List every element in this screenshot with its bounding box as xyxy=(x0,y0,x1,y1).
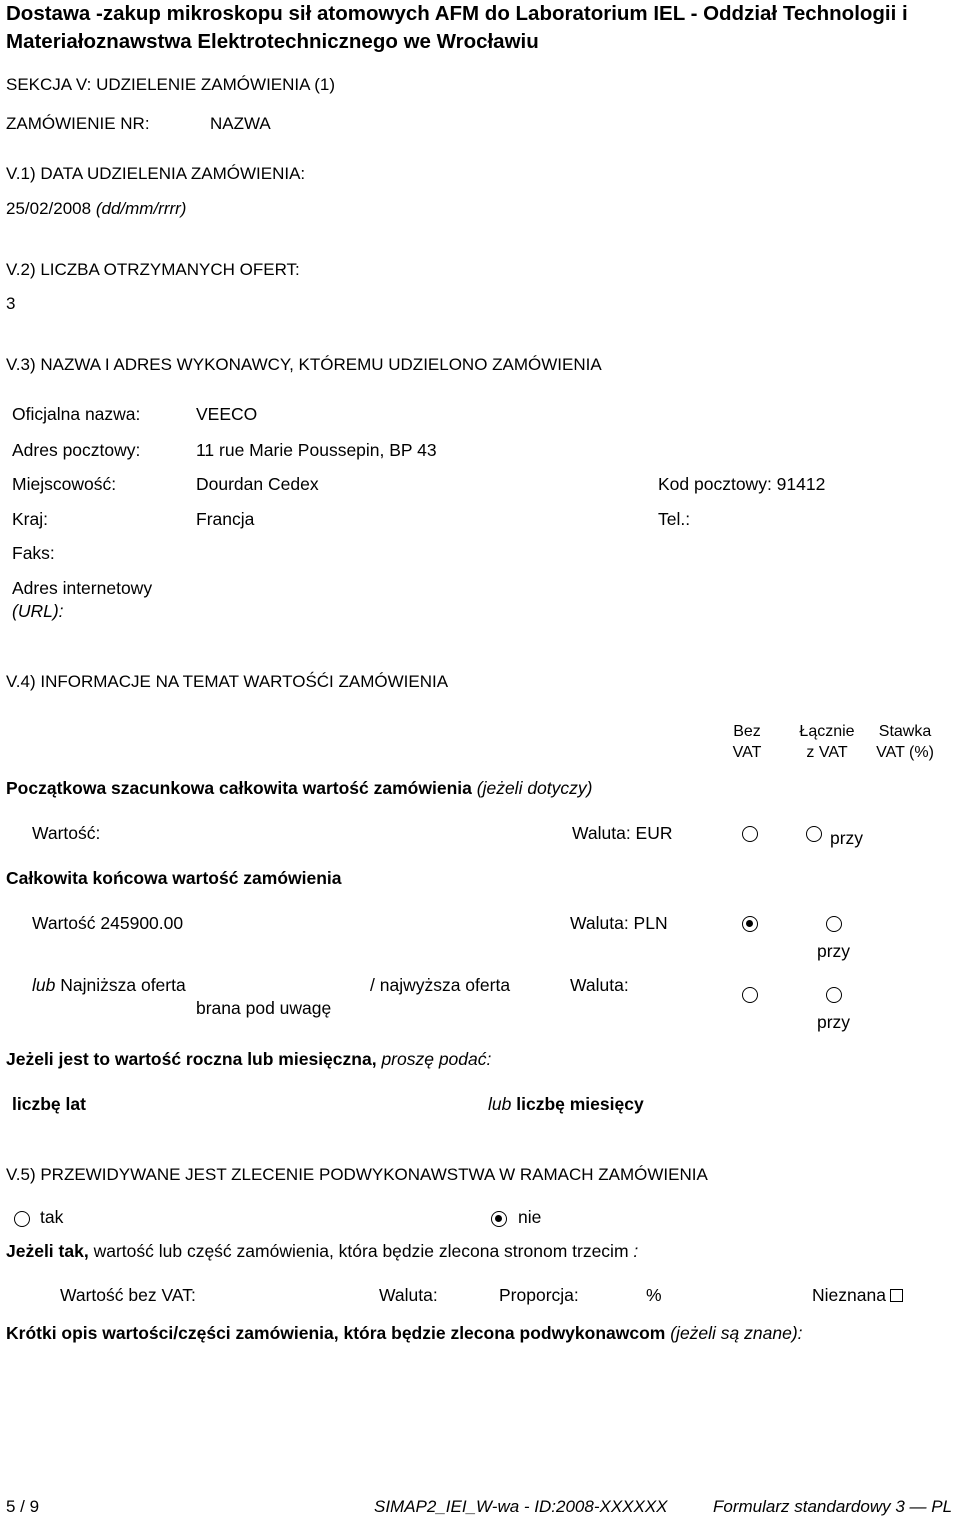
sub-proportion-label: Proporcja: xyxy=(499,1285,579,1305)
col-stawka-vat: Stawka VAT (%) xyxy=(876,723,934,761)
country-value: Francja xyxy=(196,509,255,529)
subcontract-yes-label: tak xyxy=(40,1207,64,1227)
final-bez-vat-radio[interactable] xyxy=(742,916,758,932)
footer-form: Formularz standardowy 3 — PL xyxy=(713,1497,953,1516)
col-bez-vat: Bez VAT xyxy=(732,723,762,761)
initial-bez-vat-radio[interactable] xyxy=(742,826,758,842)
lowest-offer-label-2: brana pod uwagę xyxy=(196,998,332,1018)
official-name-label: Oficjalna nazwa: xyxy=(12,404,141,424)
offers-count: 3 xyxy=(6,294,16,313)
country-label: Kraj: xyxy=(12,509,48,529)
range-przy-label: przy xyxy=(817,1012,851,1032)
order-name-label: NAZWA xyxy=(210,114,271,133)
award-date: 25/02/2008 (dd/mm/rrrr) xyxy=(6,199,187,218)
subcontract-no-radio[interactable] xyxy=(491,1211,507,1227)
lowest-offer-label: lub Najniższa oferta xyxy=(32,975,186,995)
initial-z-vat-radio[interactable] xyxy=(806,826,822,842)
v2-heading: V.2) LICZBA OTRZYMANYCH OFERT: xyxy=(6,260,300,279)
fax-label: Faks: xyxy=(12,543,55,563)
years-label: liczbę lat xyxy=(12,1094,86,1114)
final-currency: Waluta: PLN xyxy=(570,913,668,933)
city-label: Miejscowość: xyxy=(12,474,117,494)
if-yes-note: Jeżeli tak, wartość lub część zamówienia, która będzie zlecona stronom trzecim : xyxy=(6,1241,639,1261)
range-z-vat-radio[interactable] xyxy=(826,987,842,1003)
postal-code: Kod pocztowy: 91412 xyxy=(658,474,826,494)
final-value-heading: Całkowita końcowa wartość zamówienia xyxy=(6,868,342,888)
range-bez-vat-radio[interactable] xyxy=(742,987,758,1003)
url-label-suffix: (URL): xyxy=(12,601,64,621)
subcontract-yes-radio[interactable] xyxy=(14,1211,30,1227)
initial-value-label: Wartość: xyxy=(32,823,101,843)
initial-value-heading: Początkowa szacunkowa całkowita wartość zamówienia (jeżeli dotyczy) xyxy=(6,778,593,798)
order-number-label: ZAMÓWIENIE NR: xyxy=(6,114,150,133)
months-label: lub liczbę miesięcy xyxy=(488,1094,644,1114)
postal-address-label: Adres pocztowy: xyxy=(12,440,141,460)
sub-percent-label: % xyxy=(646,1285,662,1305)
range-currency: Waluta: xyxy=(570,975,629,995)
unknown-checkbox[interactable] xyxy=(890,1289,903,1302)
document-title: Dostawa -zakup mikroskopu sił atomowych AFM do Laboratorium IEL - Oddział Technologii i Materiałoznawstwa Elektrotechnicznego we Wrocławiu xyxy=(6,2,908,53)
subcontract-no-label: nie xyxy=(518,1207,542,1227)
final-przy-label: przy xyxy=(817,941,851,961)
sub-currency-label: Waluta: xyxy=(379,1285,438,1305)
section-heading: SEKCJA V: UDZIELENIE ZAMÓWIENIA (1) xyxy=(6,75,336,94)
v4-heading: V.4) INFORMACJE NA TEMAT WARTOŚĆI ZAMÓWIENIA xyxy=(6,672,449,691)
v3-heading: V.3) NAZWA I ADRES WYKONAWCY, KTÓREMU UDZIELONO ZAMÓWIENIA xyxy=(6,355,602,374)
final-value: Wartość 245900.00 xyxy=(32,913,184,933)
initial-przy-label: przy xyxy=(830,828,864,848)
col-lacznie-vat: Łącznie z VAT xyxy=(799,723,855,761)
official-name-value: VEECO xyxy=(196,404,258,424)
final-z-vat-radio[interactable] xyxy=(826,916,842,932)
sub-unknown: Nieznana xyxy=(812,1285,903,1306)
initial-currency: Waluta: EUR xyxy=(572,823,673,843)
city-value: Dourdan Cedex xyxy=(196,474,319,494)
highest-offer-label: / najwyższa oferta xyxy=(370,975,511,995)
short-description-note: Krótki opis wartości/części zamówienia, która będzie zlecona podwykonawcom (jeżeli są znane): xyxy=(6,1323,803,1343)
footer-page: 5 / 9 xyxy=(6,1497,40,1516)
postal-address-value: 11 rue Marie Poussepin, BP 43 xyxy=(196,440,437,460)
v1-heading: V.1) DATA UDZIELENIA ZAMÓWIENIA: xyxy=(6,164,306,183)
url-label: Adres internetowy xyxy=(12,578,153,598)
v5-heading: V.5) PRZEWIDYWANE JEST ZLECENIE PODWYKONAWSTWA W RAMACH ZAMÓWIENIA xyxy=(6,1165,708,1184)
sub-value-label: Wartość bez VAT: xyxy=(60,1285,196,1305)
footer-id: SIMAP2_IEI_W-wa - ID:2008-XXXXXX xyxy=(374,1497,668,1516)
annual-monthly-note: Jeżeli jest to wartość roczna lub miesięczna, proszę podać: xyxy=(6,1049,492,1069)
tel-label: Tel.: xyxy=(658,509,691,529)
